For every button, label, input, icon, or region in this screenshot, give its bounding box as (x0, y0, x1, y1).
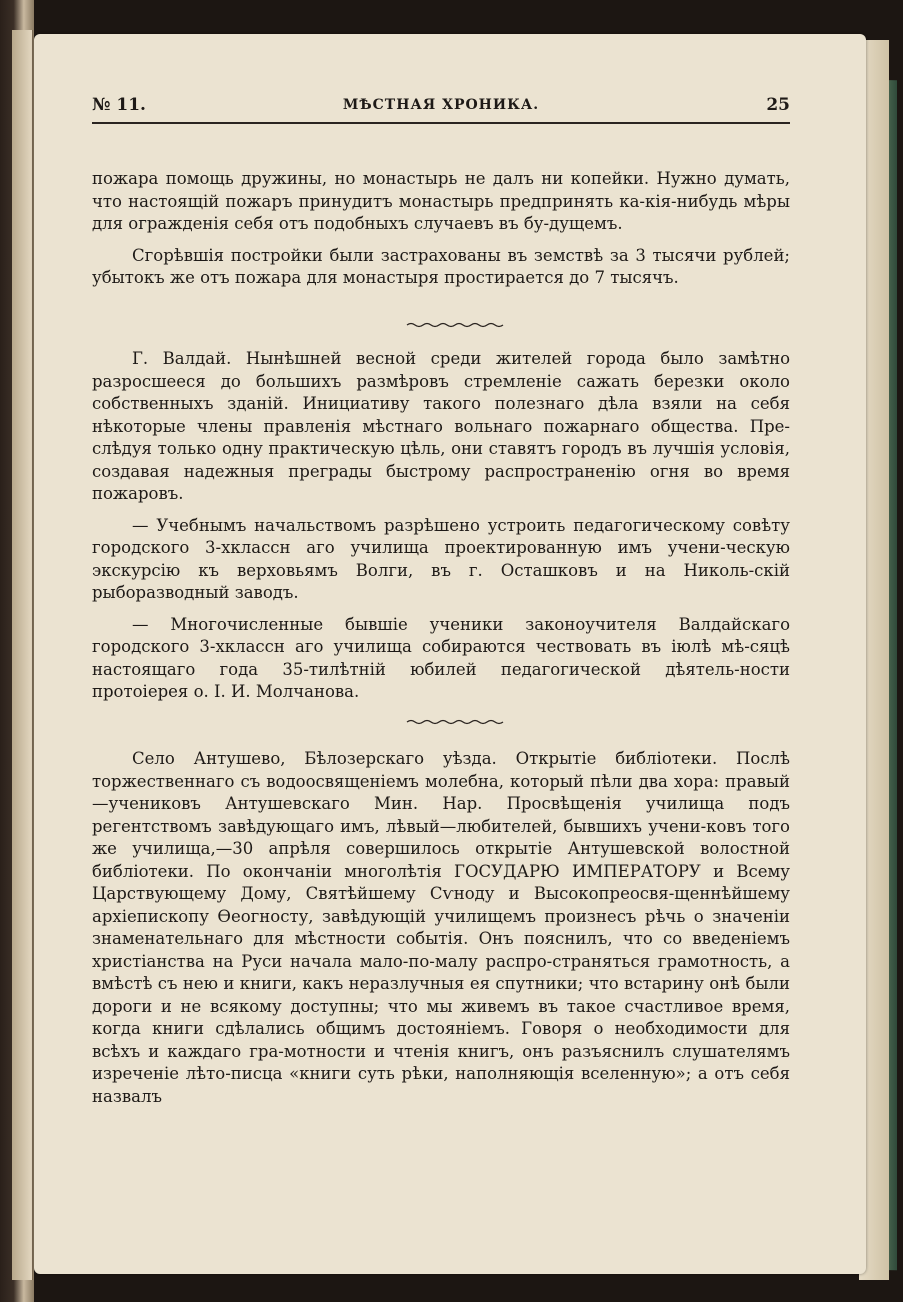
paragraph: — Многочисленные бывшіе ученики законоучителя Валдайскаго городского 3-хклассн аго училища собираются чествовать въ іюлѣ мѣ-сяцѣ настоящаго года 35-тилѣтній юбилей педагогической дѣятель-ности протоіерея о. І. И. Молчанова. (92, 614, 790, 701)
ornamental-divider (405, 321, 505, 329)
running-header (92, 92, 790, 124)
paragraph: пожара помощь дружины, но монастырь не далъ ни копейки. Нужно думать, что настоящій пожаръ принудитъ монастырь предпринять ка-кія-нибудь мѣры для огражденія себя отъ подобныхъ случаевъ въ бу-дущемъ. (92, 169, 790, 233)
paragraph: — Учебнымъ начальствомъ разрѣшено устроить педагогическому совѣту городского 3-хклассн аго училища проектированную имъ учени-ческую экскурсію къ верховьямъ Волги, въ г. Осташковъ и на Николь-скій рыборазводный заводъ. (92, 515, 790, 602)
paragraph: Сгорѣвшія постройки были застрахованы въ земствѣ за 3 тысячи рублей; убытокъ же отъ пожара для монастыря простирается до 7 тысячъ. (92, 245, 790, 287)
paragraph: Г. Валдай. Нынѣшней весной среди жителей города было замѣтно разросшееся до большихъ размѣровъ стремленіе сажать березки около собственныхъ зданій. Инициативу такого полезнаго дѣла взяли на себя нѣкоторые члены правленія мѣстнаго вольнаго пожарнаго общества. Пре-слѣдуя только одну практическую цѣль, они ставятъ городъ въ лучшія условія, создавая надежныя преграды быстрому распространенію огня во время пожаровъ. (92, 349, 790, 503)
ornamental-divider (405, 718, 505, 726)
paragraph: Село Антушево, Бѣлозерскаго уѣзда. Открытіе библіотеки. Послѣ торжественнаго съ водоосвященіемъ молебна, который пѣли два хора: правый—учениковъ Антушевскаго Мин. Нар. Просвѣщенія училища подъ регентствомъ завѣдующаго имъ, лѣвый—любителей, бывшихъ учени-ковъ того же училища,—30 апрѣля совершилось открытіе Антушевской волостной библіотеки. По окончаніи многолѣтія ГОСУДАРЮ ИМПЕРАТОРУ и Всему Царствующему Дому, Святѣйшему Сѵноду и Высокопреосвя-щеннѣйшему архіепископу Ѳеогносту, завѣдующій училищемъ произнесъ рѣчь о значеніи знаменательнаго для мѣстности событія. Онъ пояснилъ, что со введеніемъ христіанства на Руси начала мало-по-малу распро-страняться грамотность, а вмѣстѣ съ нею и книги, какъ неразлучныя ея спутники; что встарину онѣ были дороги и не всякому доступны; что мы живемъ въ такое счастливое время, когда книги сдѣлались общимъ достояніемъ. Говоря о необходимости для всѣхъ и каждаго гра-мотности и чтенія книгъ, онъ разъяснилъ слушателямъ изреченіе лѣто-писца «книги суть рѣки, наполняющія вселенную»; а отъ себя назвалъ (92, 749, 790, 1106)
section-title: МѢСТНАЯ ХРОНИКА. (342, 97, 540, 113)
section-antushevo (92, 748, 790, 1117)
facing-page-edge (12, 30, 33, 1280)
section-valdai (92, 348, 790, 713)
page-number: 25 (766, 95, 790, 115)
issue-number: № 11. (92, 95, 146, 115)
section-fire-continuation (92, 168, 790, 299)
